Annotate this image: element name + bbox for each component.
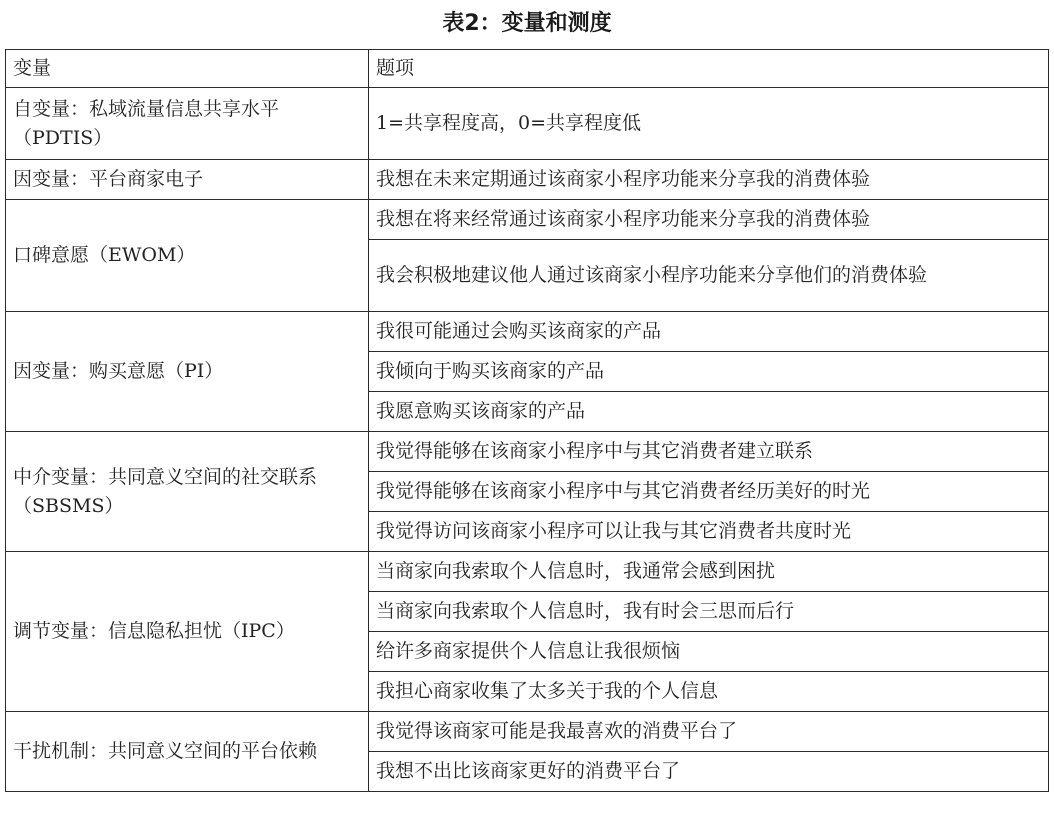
item-cell: 我担心商家收集了太多关于我的个人信息 [369,672,1049,712]
table-header-row [6,50,1049,88]
item-cell: 我想在未来定期通过该商家小程序功能来分享我的消费体验 [369,160,1049,200]
table-row [6,432,1049,472]
item-cell: 当商家向我索取个人信息时，我通常会感到困扰 [369,552,1049,592]
table-row [6,160,1049,200]
variable-cell: 调节变量：信息隐私担忧（IPC） [6,552,369,712]
variable-cell: 口碑意愿（EWOM） [6,200,369,312]
item-cell: 我觉得访问该商家小程序可以让我与其它消费者共度时光 [369,512,1049,552]
table-row [6,88,1049,160]
table-row [6,200,1049,240]
table-row [6,712,1049,752]
variables-measures-table [5,49,1049,792]
item-cell: 给许多商家提供个人信息让我很烦恼 [369,632,1049,672]
header-variable: 变量 [6,50,369,88]
item-cell: 我会积极地建议他人通过该商家小程序功能来分享他们的消费体验 [369,240,1049,312]
table-row [6,312,1049,352]
item-cell: 当商家向我索取个人信息时，我有时会三思而后行 [369,592,1049,632]
item-cell: 我想不出比该商家更好的消费平台了 [369,752,1049,792]
variable-cell: 中介变量：共同意义空间的社交联系（SBSMS） [6,432,369,552]
variable-cell: 干扰机制：共同意义空间的平台依赖 [6,712,369,792]
header-items: 题项 [369,50,1049,88]
variable-cell: 因变量：购买意愿（PI） [6,312,369,432]
variable-cell: 因变量：平台商家电子 [6,160,369,200]
item-cell: 我想在将来经常通过该商家小程序功能来分享我的消费体验 [369,200,1049,240]
item-cell: 1=共享程度高，0=共享程度低 [369,88,1049,160]
item-cell: 我觉得能够在该商家小程序中与其它消费者经历美好的时光 [369,472,1049,512]
item-cell: 我倾向于购买该商家的产品 [369,352,1049,392]
variable-cell: 自变量：私域流量信息共享水平（PDTIS） [6,88,369,160]
item-cell: 我很可能通过会购买该商家的产品 [369,312,1049,352]
item-cell: 我愿意购买该商家的产品 [369,392,1049,432]
table-title: 表2：变量和测度 [442,11,612,36]
item-cell: 我觉得该商家可能是我最喜欢的消费平台了 [369,712,1049,752]
table-row [6,552,1049,592]
item-cell: 我觉得能够在该商家小程序中与其它消费者建立联系 [369,432,1049,472]
